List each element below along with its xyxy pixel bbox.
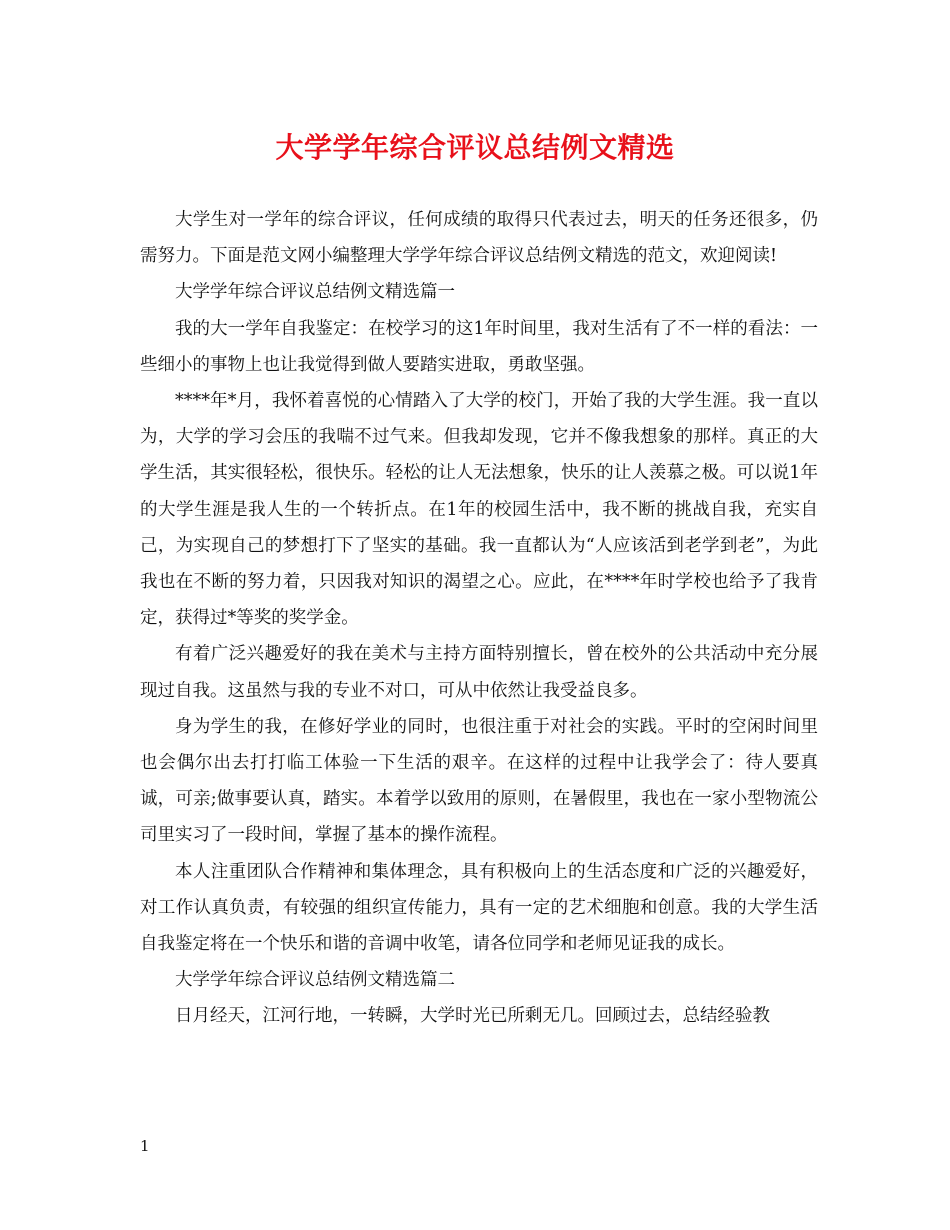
body-paragraph: 日月经天，江河行地，一转瞬，大学时光已所剩无几。回顾过去，总结经验教 bbox=[175, 1006, 770, 1027]
section-heading-2: 大学学年综合评议总结例文精选篇二 bbox=[175, 970, 455, 991]
section-heading-1: 大学学年综合评议总结例文精选篇一 bbox=[175, 282, 455, 303]
body-paragraph: 身为学生的我，在修好学业的同时，也很注重于对社会的实践。平时的空闲时间里也会偶尔出去打打临工体验一下生活的艰辛。在这样的过程中让我学会了：待人要真诚，可亲;做事要认真，踏实。本着学以致用的原则，在暑假里，我也在一家小型物流公司里实习了一段时间，掌握了基本的操作流程。 bbox=[140, 716, 818, 846]
body-paragraph: 我的大一学年自我鉴定：在校学习的这1年时间里，我对生活有了不一样的看法：一些细小的事物上也让我觉得到做人要踏实进取，勇敢坚强。 bbox=[140, 318, 818, 375]
intro-paragraph: 大学生对一学年的综合评议，任何成绩的取得只代表过去，明天的任务还很多，仍需努力。下面是范文网小编整理大学学年综合评议总结例文精选的范文，欢迎阅读! bbox=[140, 210, 818, 267]
body-paragraph: 本人注重团队合作精神和集体理念，具有积极向上的生活态度和广泛的兴趣爱好，对工作认真负责，有较强的组织宣传能力，具有一定的艺术细胞和创意。我的大学生活自我鉴定将在一个快乐和谐的音调中收笔，请各位同学和老师见证我的成长。 bbox=[140, 861, 818, 955]
body-paragraph: ****年*月，我怀着喜悦的心情踏入了大学的校门，开始了我的大学生涯。我一直以为，大学的学习会压的我喘不过气来。但我却发现，它并不像我想象的那样。真正的大学生活，其实很轻松，很快乐。轻松的让人无法想象，快乐的让人羡慕之极。可以说1年的大学生涯是我人生的一个转折点。在1年的校园生活中，我不断的挑战自我，充实自己，为实现自己的梦想打下了坚实的基础。我一直都认为“人应该活到老学到老”，为此我也在不断的努力着，只因我对知识的渴望之心。应此，在****年时学校也给予了我肯定，获得过*等奖的奖学金。 bbox=[140, 391, 818, 629]
document-title: 大学学年综合评议总结例文精选 bbox=[275, 131, 675, 164]
body-paragraph: 有着广泛兴趣爱好的我在美术与主持方面特别擅长，曾在校外的公共活动中充分展现过自我。这虽然与我的专业不对口，可从中依然让我受益良多。 bbox=[140, 644, 818, 701]
page-number: 1 bbox=[140, 1137, 150, 1155]
document-body bbox=[140, 202, 818, 1035]
